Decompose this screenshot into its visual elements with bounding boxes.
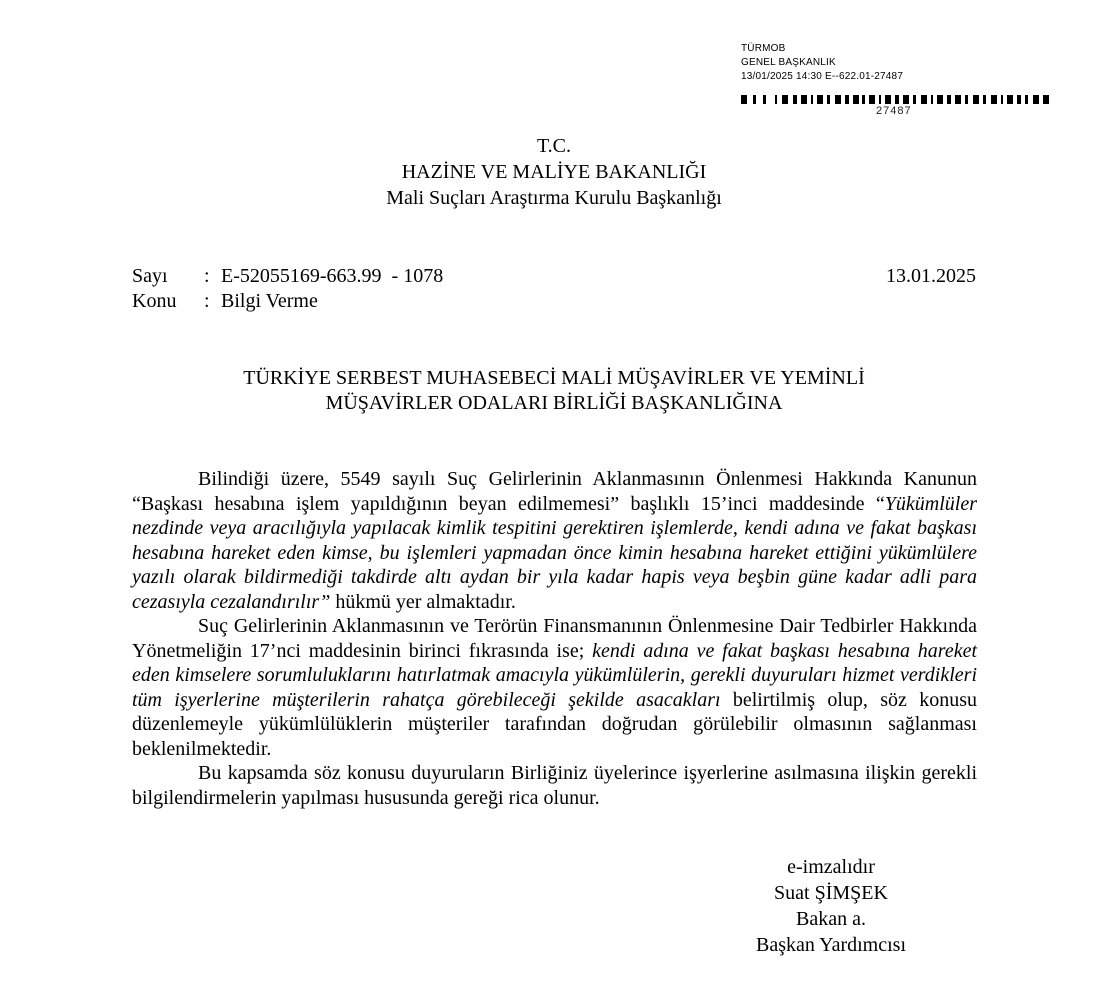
konu-label: Konu — [132, 290, 177, 312]
stamp-reference: 13/01/2025 14:30 E--622.01-27487 — [741, 71, 904, 82]
p2-text: Suç Gelirlerinin Aklanmasının ve Terörün Finansmanının Önlenmesine Dair Tedbirler Hakkında Yönetmeliğin 17’nci maddesinin birinci fıkrasında ise; — [132, 615, 977, 662]
stamp-org: TÜRMOB — [741, 43, 786, 54]
sayi-label: Sayı — [132, 265, 168, 287]
sayi-colon: : — [204, 265, 210, 287]
header-country: T.C. — [536, 135, 572, 157]
signature-e-sign: e-imzalıdır — [787, 856, 875, 878]
paragraph-1 — [132, 467, 977, 614]
p2-end: belirtilmiş olup, söz konusu düzenlemeyle yükümlülüklerin müşteriler tarafından doğrudan görülebilir olmasının sağlanması beklenilmektedir. — [132, 688, 977, 760]
p1-quote: Yükümlüler nezdinde veya aracılığıyla yapılacak kimlik tespitini gerektiren işlemlerde, kendi adına ve fakat başkası hesabına hareket eden kimse, bu işlemleri yapmadan önce kimin hesabına hareket ettiğini yükümlülere yazılı olarak bildirmediği takdirde altı aydan bir yıla kadar hapis veya beşbin güne kadar adli para cezasıyla cezalandırılır” — [132, 492, 977, 613]
meta-konu — [132, 288, 318, 314]
stamp-unit: GENEL BAŞKANLIK — [741, 57, 836, 68]
signature-role-2: Başkan Yardımcısı — [756, 934, 906, 956]
registry-stamp — [741, 42, 1061, 117]
signature-role-1: Bakan a. — [796, 908, 866, 930]
addressee-line-1: TÜRKİYE SERBEST MUHASEBECİ MALİ MÜŞAVİRLER VE YEMİNLİ — [243, 367, 865, 389]
barcode-number: 27487 — [876, 105, 912, 117]
meta-sayi — [132, 263, 443, 289]
p1-text: Bilindiği üzere, 5549 sayılı Suç Gelirlerinin Aklanmasının Önlenmesi Hakkında Kanunun “Başkası hesabına işlem yapıldığının beyan edilmemesi” başlıklı 15’inci maddesinde “ — [132, 468, 977, 515]
addressee-line-2: MÜŞAVİRLER ODALARI BİRLİĞİ BAŞKANLIĞINA — [325, 392, 783, 414]
p2-quote: kendi adına ve fakat başkası hesabına hareket eden kimselere sorumluluklarını hatırlatmak amacıyla yükümlülerin, gerekli duyuruları hizmet verdikleri tüm işyerlerine müşterilerin rahatça görebileceği şekilde asacakları — [132, 639, 978, 711]
paragraph-2 — [132, 614, 977, 761]
barcode — [741, 95, 1051, 104]
sayi-value: E-52055169-663.99 - 1078 — [221, 265, 444, 287]
konu-value: Bilgi Verme — [221, 290, 318, 312]
document-date: 13.01.2025 — [886, 265, 976, 287]
signature-name: Suat ŞİMŞEK — [774, 882, 888, 904]
letter-body — [132, 467, 977, 810]
paragraph-3: Bu kapsamda söz konusu duyuruların Birliğiniz üyelerince işyerlerine asılmasına ilişkin gerekli bilgilendirmelerin yapılması hususunda gereği rica olunur. — [132, 762, 977, 809]
header-board: Mali Suçları Araştırma Kurulu Başkanlığı — [386, 187, 722, 209]
header-ministry: HAZİNE VE MALİYE BAKANLIĞI — [401, 161, 707, 183]
p1-end: hükmü yer almaktadır. — [330, 590, 516, 613]
konu-colon: : — [204, 290, 210, 312]
